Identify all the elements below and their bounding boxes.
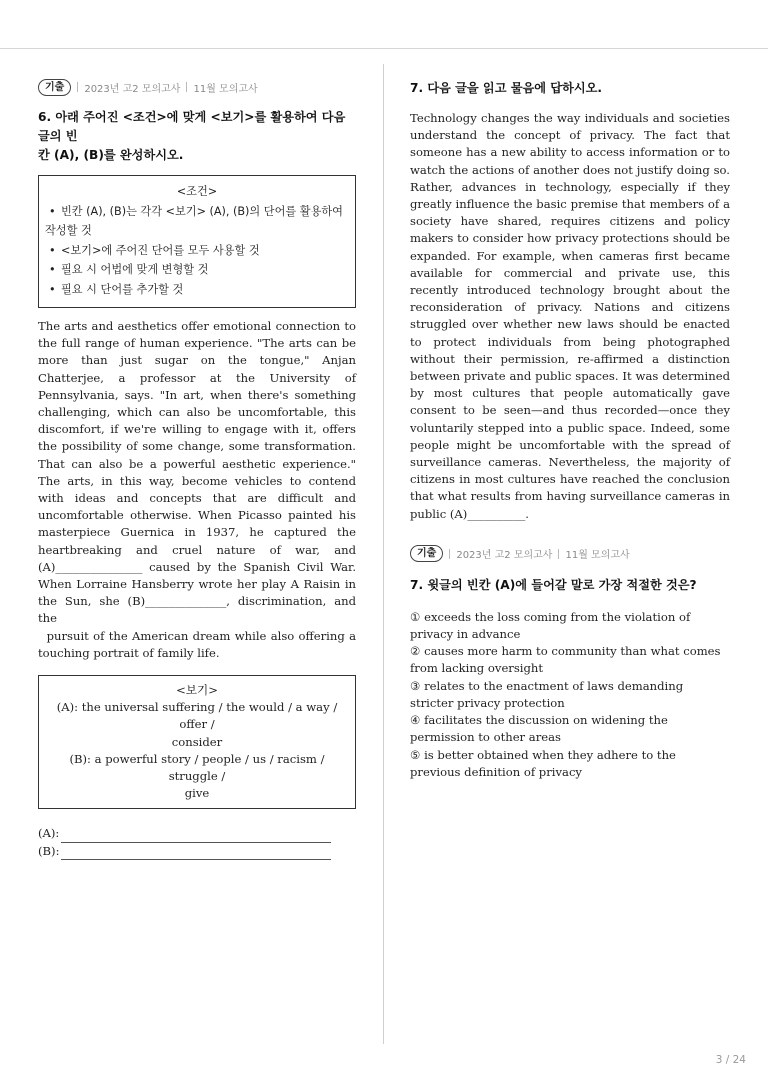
bullet-icon: • [49,263,56,276]
view-a-line: consider [171,734,223,749]
exam-badge: 기출 [38,79,71,96]
answer-area [38,825,356,859]
conditions-box [38,175,356,308]
passage-tail: pursuit of the American dream while also offering a touching portrait of family life. [38,628,360,660]
option-5[interactable]: ⑤ is better obtained when they adhere to the previous definition of privacy [410,747,676,779]
tag-separator [77,82,78,92]
passage-7: Technology changes the way individuals and societies understand the concept of privacy. The fact that someone has a new ability to access information or to watch the actions of another does not justify doing so. Rather, advances in technology, especially if they greatly influence the basic premise that members of a society have shared, requires citizens and policy makers to consider how privacy protections should be expanded. For example, when cameras first became available for commercial and private use, this recently introduced technology brought about the reconsideration of privacy. Nations and citizens struggled over whether new laws should be enacted to protect individuals from being photographed without their permission, re-affirmed a distinction between private and public spaces. It was determined by most cultures that people automatically gave consent to be seen—and thus recorded—once they voluntarily stepped into a public space. Indeed, some people might be uncomfortable with the spread of surveillance cameras. Nevertheless, the majority of citizens in most cultures have reached the conclusion that what results from having surveillance cameras in public (A)__________. [410,111,730,521]
tag-separator [449,549,450,559]
exam-year: 2023년 고2 모의고사 [84,83,181,95]
answer-a-row [38,825,356,842]
view-b-line: give [184,786,210,801]
exam-month: 11월 모의고사 [193,83,258,95]
view-title: <보기> [176,683,218,698]
condition-text: <보기>에 주어진 단어를 모두 사용할 것 [61,243,260,257]
options-list [410,609,730,781]
passage-6 [38,318,360,662]
tag-separator [186,82,187,92]
question-6-title [38,108,356,165]
left-column [38,78,360,860]
condition-text: 빈칸 (A), (B)는 각각 <보기> (A), (B)의 단어를 활용하여 [61,204,343,218]
question-7-title: 7. 다음 글을 읽고 물음에 답하시오. [410,81,603,95]
answer-a-label: (A): [38,826,60,841]
condition-item [45,260,349,280]
question-title-line: 칸 (A), (B)를 완성하시오. [38,148,184,162]
bullet-icon: • [49,243,56,257]
condition-item [45,241,349,261]
option-4[interactable]: ④ facilitates the discussion on widening the permission to other areas [410,713,668,745]
condition-item [45,280,349,300]
header-rule [0,48,768,49]
answer-b-field[interactable] [61,848,331,860]
bullet-icon: • [49,204,56,218]
answer-b-row [38,843,356,860]
view-b-line: (B): a powerful story / people / us / racism / struggle / [69,751,325,784]
column-divider [383,64,384,1044]
option-2[interactable]: ② causes more harm to community than what comes from lacking oversight [410,644,721,676]
exam-badge: 기출 [410,545,443,562]
view-a-line: (A): the universal suffering / the would / a way / offer / [56,700,338,732]
question-7b-title: 7. 윗글의 빈칸 (A)에 들어갈 말로 가장 적절한 것은? [410,577,697,592]
condition-text: 필요 시 단어를 추가할 것 [61,282,184,296]
right-column [410,78,730,781]
passage-body: The arts and aesthetics offer emotional connection to the full range of human experience. "The arts can be more than just sugar on the tongue," Anjan Chatterjee, a professor at the University of Pennsylvania, says. "In art, when there's something challenging, which can also be uncomfortable, this discomfort, if we're willing to engage with it, offers the possibility of some change, some transformation. That can also be a powerful aesthetic experience." The arts, in this way, become vehicles to contend with ideas and concepts that are difficult and uncomfortable otherwise. When Picasso painted his masterpiece Guernica in 1937, he captured the heartbreaking and cruel nature of war, and (A)_______________ caused by the Spanish Civil War. When Lorraine Hansberry wrote her play A Raisin in the Sun, she (B)______________, discrimination, and the [38,319,356,626]
source-tag [410,545,730,563]
exam-year: 2023년 고2 모의고사 [456,550,553,562]
view-box [38,675,356,809]
conditions-title: <조건> [176,185,218,198]
answer-b-label: (B): [38,843,60,858]
condition-text: 필요 시 어법에 맞게 변형할 것 [61,263,209,276]
page-number: 3 / 24 [715,1054,746,1066]
bullet-icon: • [49,282,56,296]
condition-item [45,202,349,222]
tag-separator [558,549,559,559]
condition-item-continuation: 작성할 것 [45,224,92,237]
option-3[interactable]: ③ relates to the enactment of laws demanding stricter privacy protection [410,678,684,710]
question-title-line: 6. 아래 주어진 <조건>에 맞게 <보기>를 활용하여 다음 글의 빈 [38,110,346,143]
source-tag [38,78,356,96]
exam-month: 11월 모의고사 [565,550,630,562]
answer-a-field[interactable] [61,831,331,843]
option-1[interactable]: ① exceeds the loss coming from the violation of privacy in advance [410,609,691,642]
